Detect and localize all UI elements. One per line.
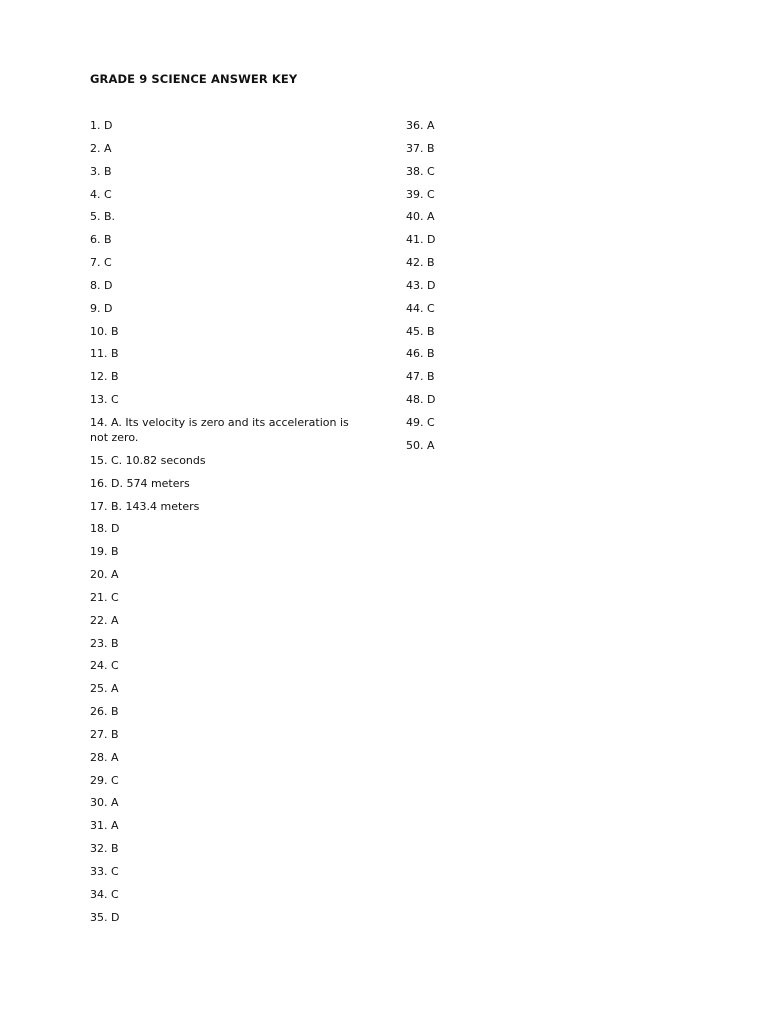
answer-item: 1. D	[90, 119, 113, 132]
answer-item: 28. A	[90, 750, 119, 764]
answer-item: 33. C	[90, 865, 119, 878]
answer-item: 6. B	[90, 233, 112, 247]
answer-item: 39. C	[406, 187, 435, 201]
answer-item: 22. A	[90, 613, 119, 627]
answer-item: 35. D	[90, 910, 120, 924]
answer-item: 13. C	[90, 393, 119, 407]
answer-item: 36. A	[406, 119, 435, 132]
answer-item: 45. B	[406, 324, 435, 338]
answer-item: 25. A	[90, 682, 119, 696]
answer-item: 12. B	[90, 370, 119, 384]
answer-item: 38. C	[406, 164, 435, 178]
answer-item: 29. C	[90, 773, 119, 787]
answer-item: 14. A. Its velocity is zero and its acceleration is not zero.	[90, 415, 349, 444]
answer-item: 9. D	[90, 301, 113, 315]
answer-item: 23. B	[90, 636, 119, 650]
answer-item: 31. A	[90, 819, 119, 833]
answer-item: 17. B. 143.4 meters	[90, 499, 200, 513]
answer-list-left	[90, 118, 360, 933]
answer-item: 41. D	[406, 233, 436, 247]
answer-item: 30. A	[90, 796, 119, 810]
answer-list-right	[406, 118, 606, 461]
answer-item: 4. C	[90, 187, 112, 201]
answer-item: 26. B	[90, 705, 119, 719]
answer-item: 48. D	[406, 393, 436, 407]
answer-item: 7. C	[90, 256, 112, 270]
answer-item: 40. A	[406, 210, 435, 224]
answer-item: 42. B	[406, 256, 435, 270]
answer-item: 37. B	[406, 141, 435, 155]
answer-item: 5. B.	[90, 210, 116, 224]
answer-item: 16. D. 574 meters	[90, 476, 190, 490]
answer-item: 2. A	[90, 141, 112, 155]
answer-item: 3. B	[90, 164, 112, 178]
answer-item: 24. C	[90, 659, 119, 673]
answer-item: 20. A	[90, 568, 119, 582]
answer-item: 27. B	[90, 727, 119, 741]
answer-item: 18. D	[90, 522, 120, 536]
answer-item: 50. A	[406, 438, 435, 452]
answer-item: 32. B	[90, 842, 119, 856]
answer-item: 44. C	[406, 301, 435, 315]
answer-item: 43. D	[406, 278, 436, 292]
answer-item: 8. D	[90, 278, 113, 292]
answer-item: 21. C	[90, 590, 119, 604]
answer-item: 19. B	[90, 545, 119, 559]
answer-item: 47. B	[406, 370, 435, 384]
page-title: GRADE 9 SCIENCE ANSWER KEY	[90, 72, 298, 86]
answer-item: 15. C. 10.82 seconds	[90, 453, 206, 467]
answer-item: 49. C	[406, 415, 435, 429]
answer-item: 34. C	[90, 887, 119, 901]
answer-item: 10. B	[90, 324, 119, 338]
answer-item: 46. B	[406, 347, 435, 361]
answer-item: 11. B	[90, 347, 119, 361]
